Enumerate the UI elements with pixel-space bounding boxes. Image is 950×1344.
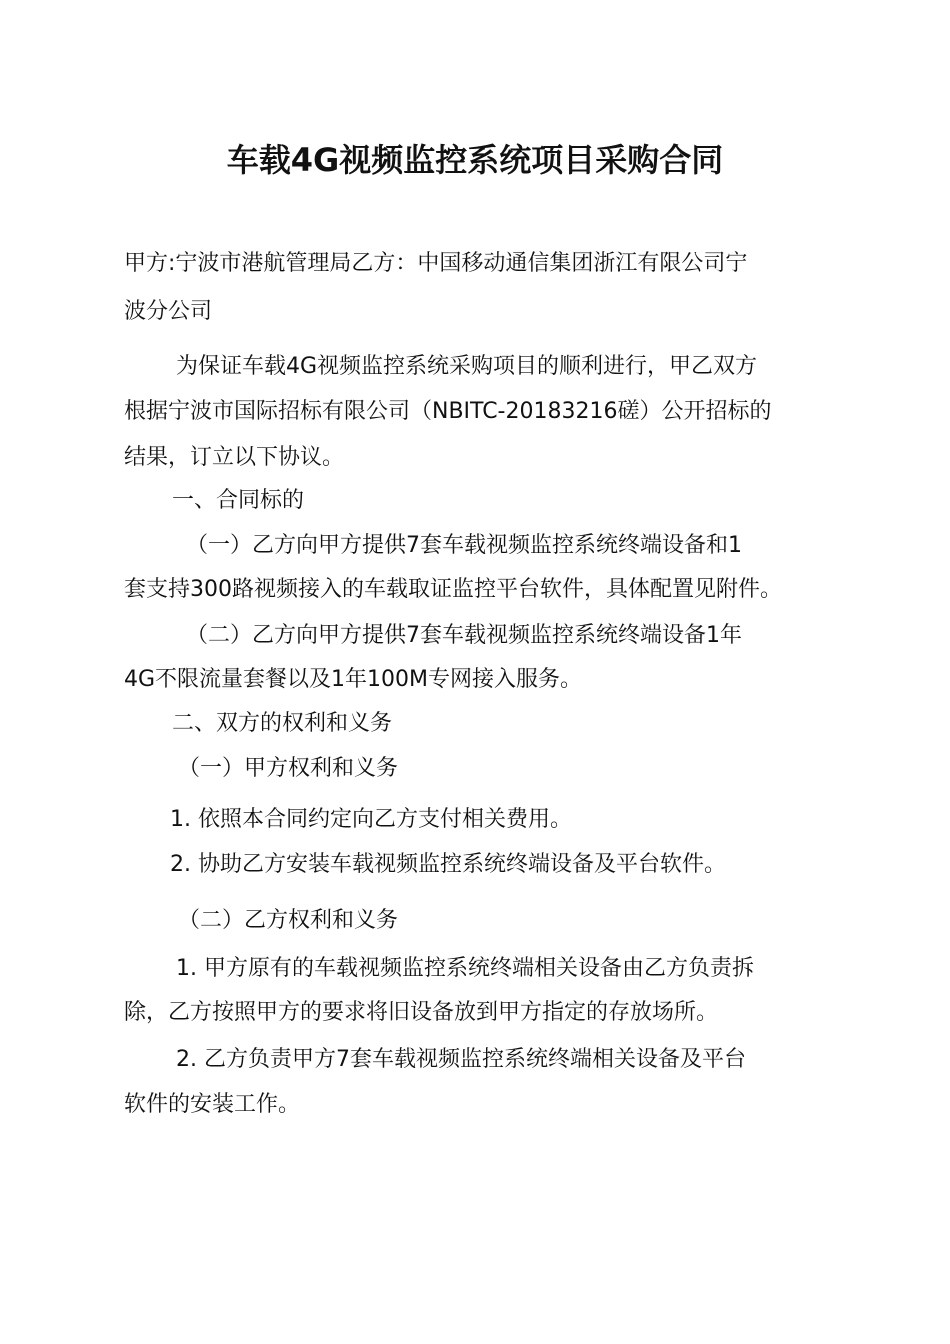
- preamble-line-3: 结果，订立以下协议。: [124, 445, 345, 470]
- preamble-line-1: 为保证车载4G视频监控系统采购项目的顺利进行，甲乙双方: [176, 354, 758, 379]
- party-b-item-1-line-2: 除，乙方按照甲方的要求将旧设备放到甲方指定的存放场所。: [124, 1000, 719, 1025]
- clause-1-2-line-1: （二）乙方向甲方提供7套车载视频监控系统终端设备1年: [186, 623, 742, 648]
- preamble-line-2: 根据宁波市国际招标有限公司（NBITC-20183216磋）公开招标的: [124, 399, 772, 424]
- subsection-party-b: （二）乙方权利和义务: [178, 908, 399, 933]
- clause-1-1-line-1: （一）乙方向甲方提供7套车载视频监控系统终端设备和1: [186, 533, 742, 558]
- section-heading-1: 一、合同标的: [172, 488, 305, 513]
- clause-1-1-line-2: 套支持300路视频接入的车载取证监控平台软件，具体配置见附件。: [124, 577, 782, 602]
- party-a-item-1: 1. 依照本合同约定向乙方支付相关费用。: [170, 807, 572, 832]
- party-a-item-2: 2. 协助乙方安装车载视频监控系统终端设备及平台软件。: [170, 852, 726, 877]
- section-heading-2: 二、双方的权利和义务: [172, 711, 393, 736]
- contract-title: 车载4G视频监控系统项目采购合同: [226, 141, 724, 179]
- party-line-2: 波分公司: [124, 299, 213, 324]
- party-b-item-2-line-1: 2. 乙方负责甲方7套车载视频监控系统终端相关设备及平台: [176, 1047, 746, 1072]
- party-b-item-1-line-1: 1. 甲方原有的车载视频监控系统终端相关设备由乙方负责拆: [176, 956, 754, 981]
- clause-1-2-line-2: 4G不限流量套餐以及1年100M专网接入服务。: [124, 667, 583, 692]
- party-line-1: 甲方:宁波市港航管理局乙方：中国移动通信集团浙江有限公司宁: [124, 251, 748, 276]
- party-b-item-2-line-2: 软件的安装工作。: [124, 1092, 301, 1117]
- subsection-party-a: （一）甲方权利和义务: [178, 756, 399, 781]
